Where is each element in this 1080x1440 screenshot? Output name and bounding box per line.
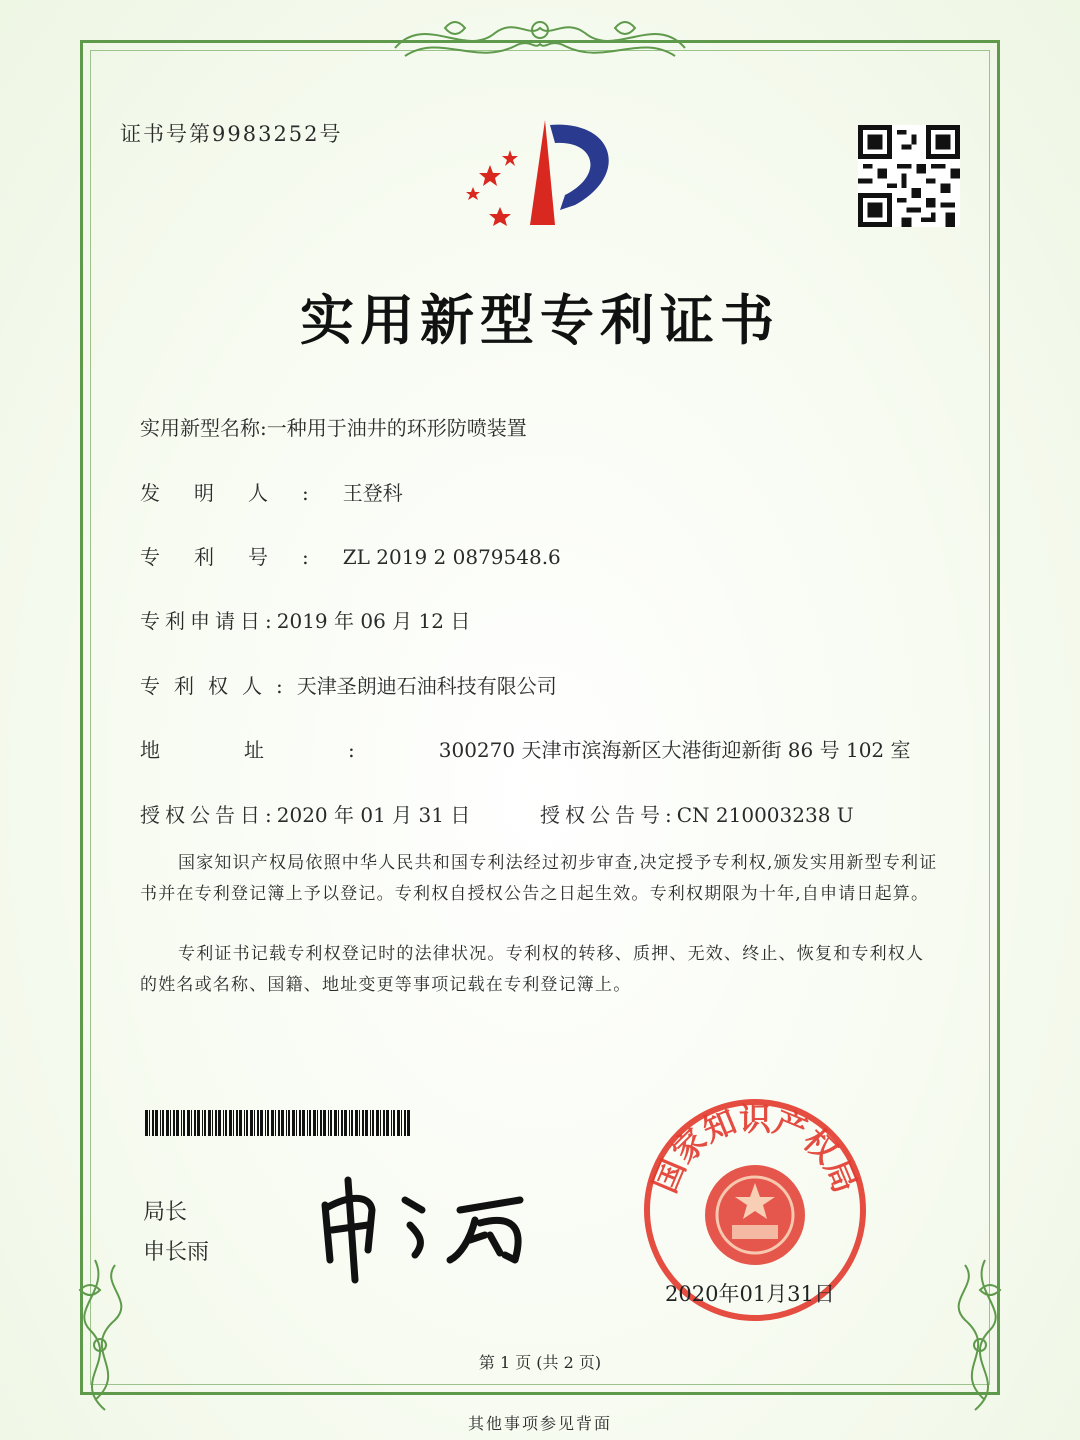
cnipa-logo <box>455 115 625 235</box>
back-note: 其他事项参见背面 <box>467 1414 612 1433</box>
field-value: 2020 年 01 月 31 日 <box>276 803 471 827</box>
field-value: 王登科 <box>342 481 403 505</box>
field-grant-number <box>540 799 854 828</box>
director-title: 局长 <box>143 1200 188 1225</box>
field-label: 专利权人: <box>140 674 297 698</box>
bottom-left-ornament <box>60 1250 150 1420</box>
field-label: 地址: <box>140 738 439 762</box>
top-ornament <box>385 8 695 68</box>
qr-code <box>858 125 960 227</box>
field-value: CN 210003238 U <box>676 803 854 827</box>
certificate-number: 证书号第9983252号 <box>120 122 343 146</box>
certificate-title: 实用新型专利证书 <box>300 288 780 352</box>
director-name: 申长雨 <box>143 1240 210 1265</box>
field-label: 发明人: <box>140 481 343 505</box>
field-value: 2019 年 06 月 12 日 <box>276 609 471 633</box>
handwritten-signature <box>310 1165 550 1285</box>
field-patentee <box>140 670 557 699</box>
field-label: 授权公告日: <box>140 803 277 827</box>
bottom-right-ornament <box>930 1250 1020 1420</box>
body-paragraph: 专利证书记载专利权登记时的法律状况。专利权的转移、质押、无效、终止、恢复和专利权人的姓名或名称、国籍、地址变更等事项记载在专利登记簿上。 <box>140 944 925 995</box>
page-number: 第 1 页 (共 2 页) <box>478 1353 602 1372</box>
field-value: 天津圣朗迪石油科技有限公司 <box>296 674 557 698</box>
field-utility-model-name <box>140 412 527 441</box>
seal-date: 2020年01月31日 <box>665 1282 835 1306</box>
seal-text: 国家知识产权局 <box>645 1100 865 1199</box>
field-value: ZL 2019 2 0879548.6 <box>342 545 561 569</box>
field-address <box>140 734 911 763</box>
field-label: 实用新型名称: <box>140 416 267 440</box>
field-label: 专利号: <box>140 545 343 569</box>
field-patent-number <box>140 541 561 570</box>
field-label: 授权公告号: <box>540 803 677 827</box>
field-value: 300270 天津市滨海新区大港街迎新街 86 号 102 室 <box>438 738 911 762</box>
field-application-date <box>140 605 470 634</box>
field-grant-date <box>140 799 470 828</box>
barcode <box>145 1110 410 1136</box>
field-label: 专利申请日: <box>140 609 277 633</box>
field-value: 一种用于油井的环形防喷装置 <box>266 416 527 440</box>
field-inventor <box>140 477 403 506</box>
body-paragraph: 国家知识产权局依照中华人民共和国专利法经过初步审查,决定授予专利权,颁发实用新型专利证书并在专利登记簿上予以登记。专利权自授权公告之日起生效。专利权期限为十年,自申请日起算。 <box>140 853 938 904</box>
